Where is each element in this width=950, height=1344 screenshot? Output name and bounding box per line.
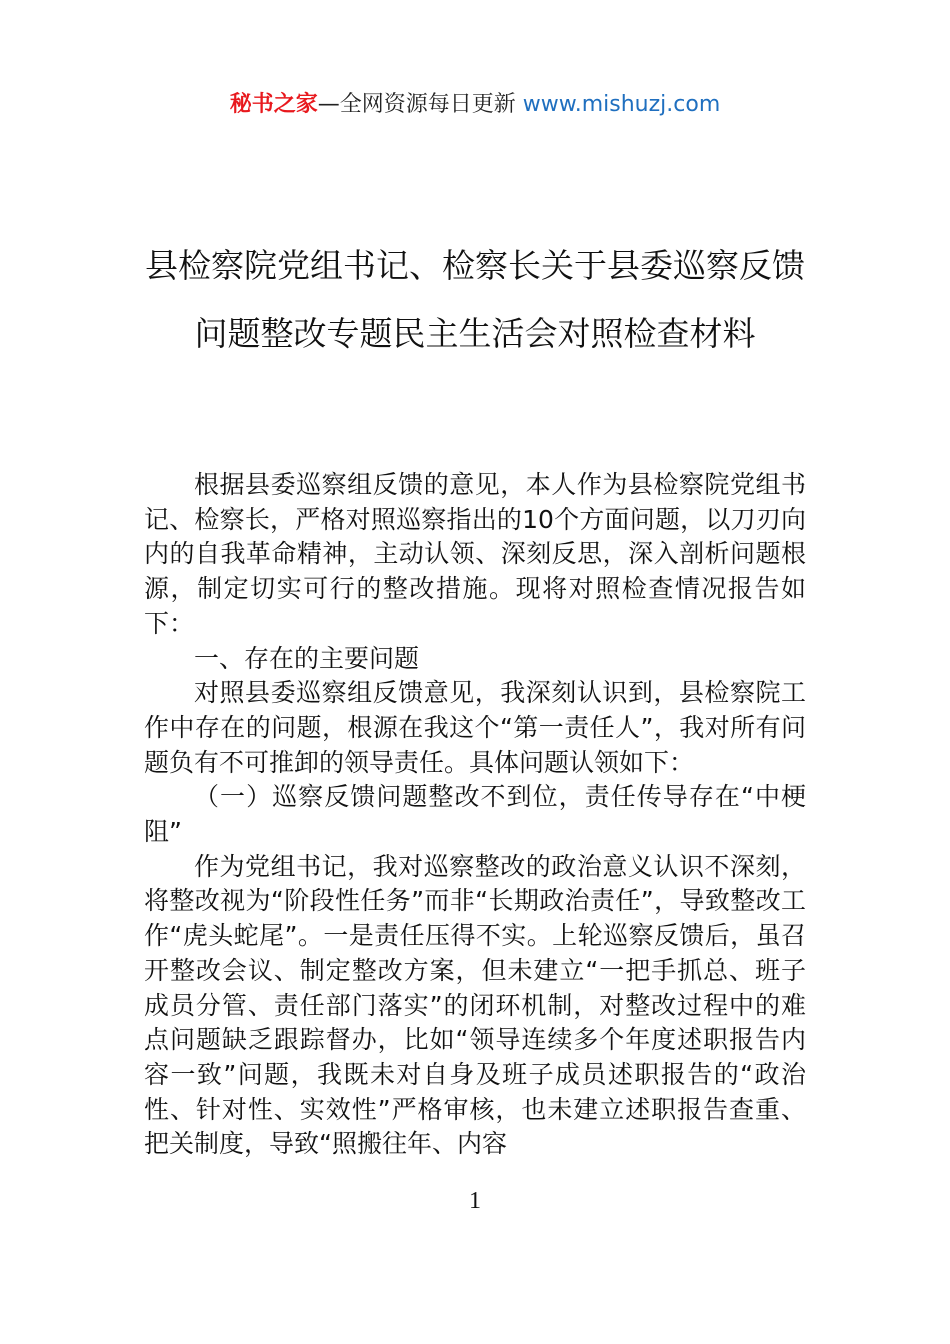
brand-name: 秘书之家 (229, 92, 318, 117)
page-number: 1 (469, 1188, 481, 1214)
subsection-heading-1: （一）巡察反馈问题整改不到位，责任传导存在“中梗阻” (144, 782, 806, 847)
header-tagline: —全网资源每日更新 (317, 92, 523, 117)
paragraph-2: 对照县委巡察组反馈意见，我深刻认识到，县检察院工作中存在的问题，根源在我这个“第一责任人”，我对所有问题负有不可推卸的领导责任。具体问题认领如下： (144, 678, 806, 777)
document-title: 县检察院党组书记、检察长关于县委巡察反馈问题整改专题民主生活会对照检查材料 (145, 246, 805, 353)
paragraph-3: 作为党组书记，我对巡察整改的政治意义认识不深刻，将整改视为“阶段性任务”而非“长期政治责任”，导致整改工作“虎头蛇尾”。一是责任压得不实。上轮巡察反馈后，虽召开整改会议、制定整改方案，但未建立“一把手抓总、班子成员分管、责任部门落实”的闭环机制，对整改过程中的难点问题缺乏跟踪督办，比如“领导连续多个年度述职报告内容一致”问题，我既未对自身及班子成员述职报告的“政治性、针对性、实效性”严格审核，也未建立述职报告查重、把关制度，导致“照搬往年、内容 (144, 851, 806, 1159)
intro-paragraph: 根据县委巡察组反馈的意见，本人作为县检察院党组书记、检察长，严格对照巡察指出的10个方面问题，以刀刃向内的自我革命精神，主动认领、深刻反思，深入剖析问题根源，制定切实可行的整改措施。现将对照检查情况报告如下： (144, 470, 806, 638)
section-heading-1: 一、存在的主要问题 (194, 643, 420, 673)
document-body (144, 468, 806, 1162)
site-url-link[interactable]: www.mishuzj.com (522, 92, 721, 117)
site-header (0, 86, 950, 124)
